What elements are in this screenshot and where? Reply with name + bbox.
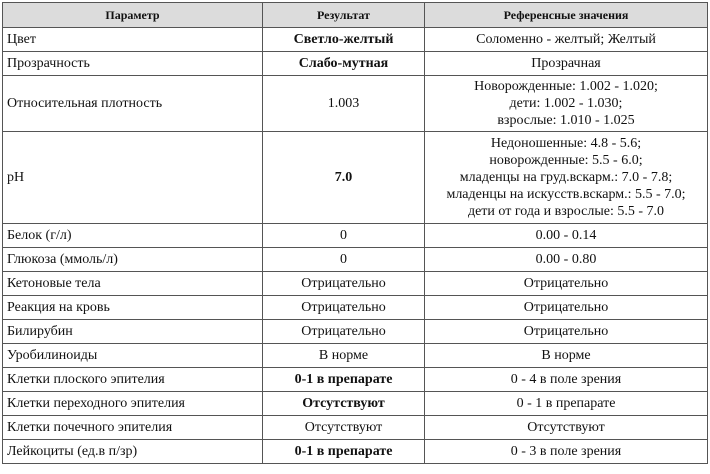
result-cell: Отрицательно [263, 272, 425, 296]
reference-line: Прозрачная [531, 56, 601, 71]
table-row [3, 368, 708, 392]
reference-cell [425, 132, 708, 224]
reference-line: Отсутствуют [527, 420, 605, 435]
parameter-cell: Клетки переходного эпителия [3, 392, 263, 416]
header-result: Результат [263, 3, 425, 28]
urinalysis-table [2, 2, 708, 464]
reference-line: Новорожденные: 1.002 - 1.020; [474, 79, 658, 94]
result-cell: 1.003 [263, 76, 425, 132]
reference-cell [425, 368, 708, 392]
result-cell: Слабо-мутная [263, 52, 425, 76]
result-cell: Отсутствуют [263, 392, 425, 416]
reference-cell [425, 76, 708, 132]
parameter-cell: Лейкоциты (ед.в п/зр) [3, 440, 263, 464]
result-cell: 0 [263, 224, 425, 248]
reference-line: 0 - 3 в поле зрения [510, 444, 622, 459]
result-cell: 0-1 в препарате [263, 440, 425, 464]
table-row [3, 76, 708, 132]
table-row [3, 132, 708, 224]
reference-line: взрослые: 1.010 - 1.025 [497, 113, 635, 128]
result-cell: 0-1 в препарате [263, 368, 425, 392]
parameter-cell: Относительная плотность [3, 76, 263, 132]
reference-cell [425, 224, 708, 248]
reference-line: Отрицательно [523, 276, 609, 291]
table-header [3, 3, 708, 28]
result-cell: 0 [263, 248, 425, 272]
parameter-cell: Билирубин [3, 320, 263, 344]
reference-cell [425, 416, 708, 440]
table-row [3, 52, 708, 76]
reference-line: Отрицательно [523, 300, 609, 315]
reference-cell [425, 344, 708, 368]
table-row [3, 28, 708, 52]
reference-line: младенцы на груд.вскарм.: 7.0 - 7.8; [459, 170, 673, 185]
result-cell: Отрицательно [263, 296, 425, 320]
reference-cell [425, 28, 708, 52]
parameter-cell: Клетки почечного эпителия [3, 416, 263, 440]
table-row [3, 296, 708, 320]
reference-line: 0.00 - 0.80 [535, 252, 597, 267]
reference-line: Соломенно - желтый; Желтый [476, 32, 656, 47]
reference-cell [425, 272, 708, 296]
result-cell: 7.0 [263, 132, 425, 224]
parameter-cell: pH [3, 132, 263, 224]
parameter-cell: Кетоновые тела [3, 272, 263, 296]
table-body [3, 28, 708, 464]
table-row [3, 416, 708, 440]
parameter-cell: Белок (г/л) [3, 224, 263, 248]
parameter-cell: Прозрачность [3, 52, 263, 76]
parameter-cell: Клетки плоского эпителия [3, 368, 263, 392]
table-row [3, 392, 708, 416]
reference-line: В норме [541, 348, 591, 363]
reference-cell [425, 296, 708, 320]
reference-cell [425, 320, 708, 344]
reference-cell [425, 440, 708, 464]
reference-line: 0.00 - 0.14 [535, 228, 597, 243]
parameter-cell: Глюкоза (ммоль/л) [3, 248, 263, 272]
table-row [3, 272, 708, 296]
parameter-cell: Цвет [3, 28, 263, 52]
result-cell: В норме [263, 344, 425, 368]
reference-line: дети: 1.002 - 1.030; [509, 96, 623, 111]
reference-line: 0 - 1 в препарате [516, 396, 616, 411]
result-cell: Отрицательно [263, 320, 425, 344]
parameter-cell: Уробилиноиды [3, 344, 263, 368]
reference-line: дети от года и взрослые: 5.5 - 7.0 [467, 204, 665, 219]
reference-line: младенцы на искусств.вскарм.: 5.5 - 7.0; [446, 187, 686, 202]
header-parameter: Параметр [3, 3, 263, 28]
table-row [3, 320, 708, 344]
reference-line: Отрицательно [523, 324, 609, 339]
table-row [3, 224, 708, 248]
reference-line: новорожденные: 5.5 - 6.0; [489, 153, 643, 168]
result-cell: Отсутствуют [263, 416, 425, 440]
header-row [3, 3, 708, 28]
table-row [3, 344, 708, 368]
result-cell: Светло-желтый [263, 28, 425, 52]
reference-cell [425, 52, 708, 76]
table-row [3, 248, 708, 272]
header-reference: Референсные значения [425, 3, 708, 28]
reference-cell [425, 248, 708, 272]
parameter-cell: Реакция на кровь [3, 296, 263, 320]
reference-line: 0 - 4 в поле зрения [510, 372, 622, 387]
reference-line: Недоношенные: 4.8 - 5.6; [490, 136, 642, 151]
reference-cell [425, 392, 708, 416]
table-row [3, 440, 708, 464]
